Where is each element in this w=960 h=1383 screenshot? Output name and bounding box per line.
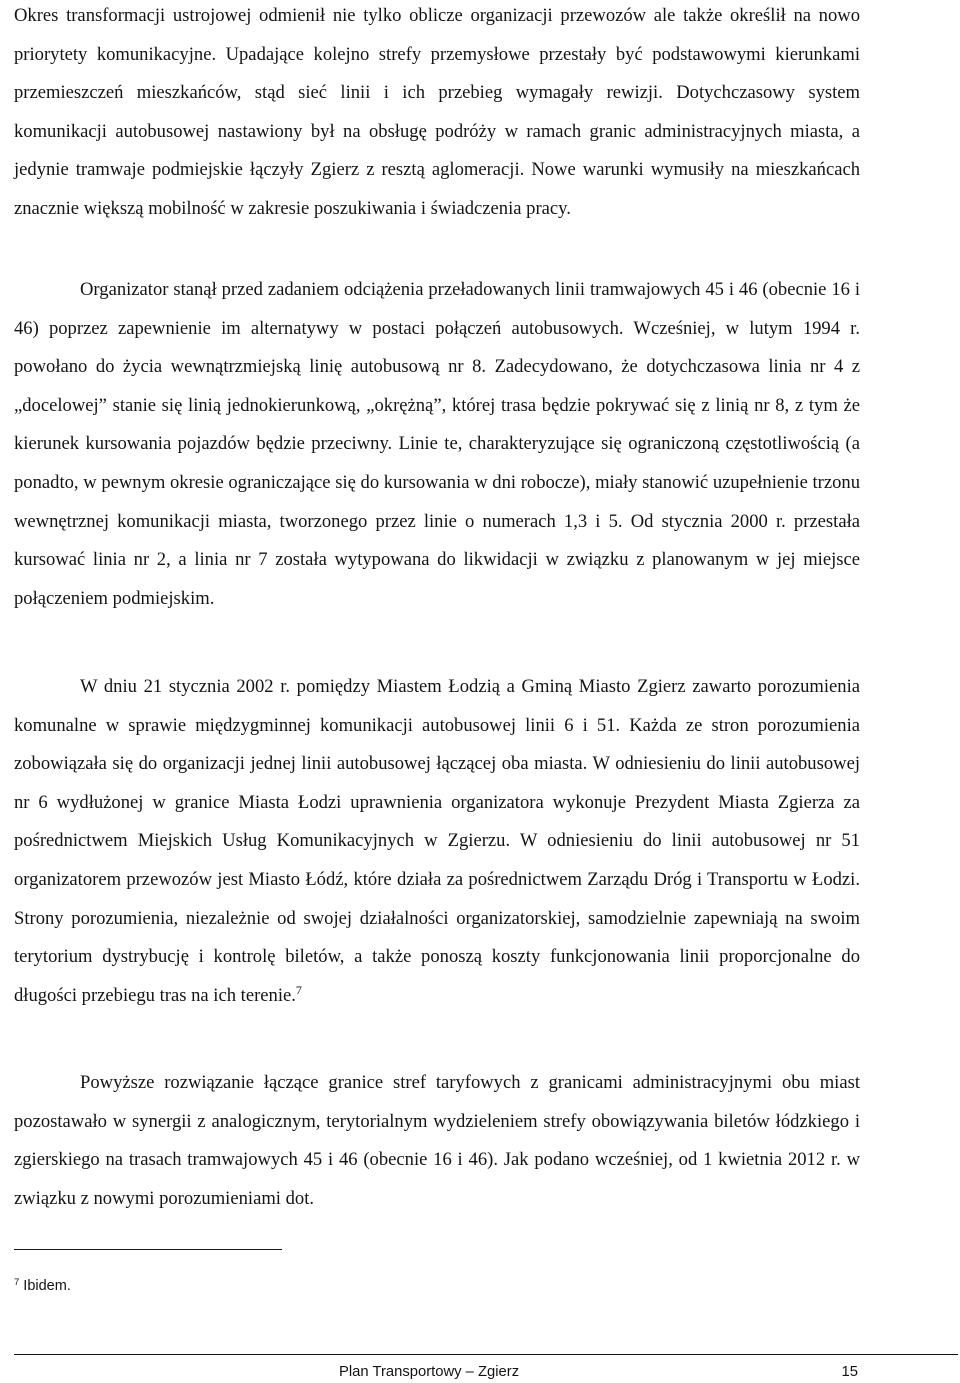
footer-separator — [14, 1354, 958, 1355]
paragraph-organizer: Organizator stanął przed zadaniem odciążenia przeładowanych linii tramwajowych 45 i 46 (obecnie 16 i 46) poprzez zapewnienie im alternatywy w postaci połączeń autobusowych. Wcześniej, w lutym 1994 r. powołano do życia wewnątrzmiejską linię autobusową nr 8. Zadecydowano, że dotychczasowa linia nr 4 z „docelowej” stanie się linią jednokierunkową, „okrężną”, której trasa będzie pokrywać się z linią nr 8, z tym że kierunek kursowania pojazdów będzie przeciwny. Linie te, charakteryzujące się ograniczoną częstotliwością (a ponadto, w pewnym okresie ograniczające się do kursowania w dni robocze), miały stanowić uzupełnienie trzonu wewnętrznej komunikacji miasta, tworzonego przez linie o numerach 1,3 i 5. Od stycznia 2000 r. przestała kursować linia nr 2, a linia nr 7 została wytypowana do likwidacji w związku z planowanym w jej miejsce połączeniem podmiejskim. — [14, 279, 860, 609]
paragraph-agreement-text: W dniu 21 stycznia 2002 r. pomiędzy Miastem Łodzią a Gminą Miasto Zgierz zawarto porozumienia komunalne w sprawie międzygminnej komunikacji autobusowej linii 6 i 51. Każda ze stron porozumienia zobowiązała się do organizacji jednej linii autobusowej łączącej oba miasta. W odniesieniu do linii autobusowej nr 6 wydłużonej w granice Miasta Łodzi uprawnienia organizatora wykonuje Prezydent Miasta Zgierza za pośrednictwem Miejskich Usług Komunikacyjnych w Zgierzu. W odniesieniu do linii autobusowej nr 51 organizatorem przewozów jest Miasto Łódź, które działa za pośrednictwem Zarządu Dróg i Transportu w Łodzi. Strony porozumienia, niezależnie od swojej działalności organizatorskiej, samodzielnie zapewniają na swoim terytorium dystrybucję i kontrolę biletów, a także ponoszą koszty funkcjonowania linii proporcjonalne do długości przebiegu tras na ich terenie. — [14, 676, 860, 1006]
paragraph-agreement — [14, 668, 860, 1015]
footnote-number: 7 — [14, 1277, 20, 1288]
paragraph-transformation: Okres transformacji ustrojowej odmienił nie tylko oblicze organizacji przewozów ale także określił na nowo priorytety komunikacyjne. Upadające kolejno strefy przemysłowe przestały być podstawowymi kierunkami przemieszczeń mieszkańców, stąd sieć linii i ich przebieg wymagały rewizji. Dotychczasowy system komunikacji autobusowej nastawiony był na obsługę podróży w ramach granic administracyjnych miasta, a jedynie tramwaje podmiejskie łączyły Zgierz z resztą aglomeracji. Nowe warunki wymusiły na mieszkańcach znacznie większą mobilność w zakresie poszukiwania i świadczenia pracy. — [14, 5, 860, 219]
footer-page-number: 15 — [841, 1364, 858, 1380]
footnote — [14, 1276, 71, 1296]
footer-document-title: Plan Transportowy – Zgierz — [339, 1364, 520, 1380]
paragraph-tariff-zones: Powyższe rozwiązanie łączące granice stref taryfowych z granicami administracyjnymi obu miast pozostawało w synergii z analogicznym, terytorialnym wydzieleniem strefy obowiązywania biletów łódzkiego i zgierskiego na trasach tramwajowych 45 i 46 (obecnie 16 i 46). Jak podano wcześniej, od 1 kwietnia 2012 r. w związku z nowymi porozumieniami dot. — [14, 1072, 860, 1209]
footnote-text: Ibidem. — [23, 1278, 71, 1294]
footnote-reference[interactable]: 7 — [295, 982, 302, 997]
footnote-separator — [14, 1249, 282, 1250]
